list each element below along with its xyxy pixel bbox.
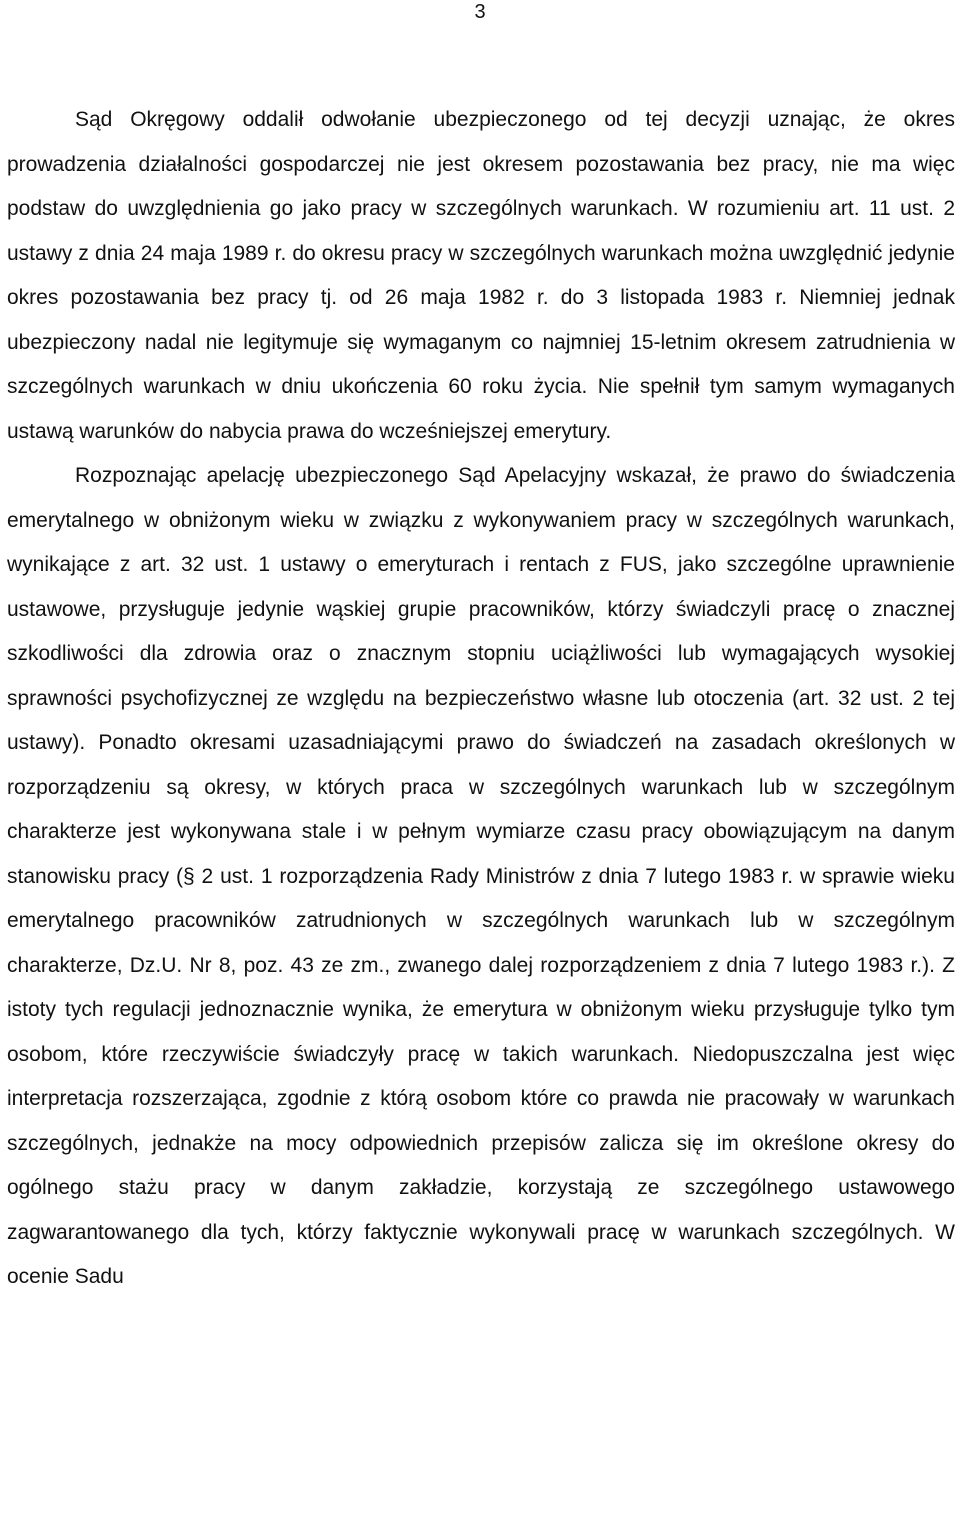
document-body [7,98,955,1300]
paragraph: Rozpoznając apelację ubezpieczonego Sąd Apelacyjny wskazał, że prawo do świadczenia emerytalnego w obniżonym wieku w związku z wykonywaniem pracy w szczególnych warunkach, wynikające z art. 32 ust. 1 ustawy o emeryturach i rentach z FUS, jako szczególne uprawnienie ustawowe, przysługuje jedynie wąskiej grupie pracowników, którzy świadczyli pracę o znacznej szkodliwości dla zdrowia oraz o znacznym stopniu uciążliwości lub wymagających wysokiej sprawności psychofizycznej ze względu na bezpieczeństwo własne lub otoczenia (art. 32 ust. 2 tej ustawy). Ponadto okresami uzasadniającymi prawo do świadczeń na zasadach określonych w rozporządzeniu są okresy, w których praca w szczególnych warunkach lub w szczególnym charakterze jest wykonywana stale i w pełnym wymiarze czasu pracy obowiązującym na danym stanowisku pracy (§ 2 ust. 1 rozporządzenia Rady Ministrów z dnia 7 lutego 1983 r. w sprawie wieku emerytalnego pracowników zatrudnionych w szczególnych warunkach lub w szczególnym charakterze, Dz.U. Nr 8, poz. 43 ze zm., zwanego dalej rozporządzeniem z dnia 7 lutego 1983 r.). Z istoty tych regulacji jednoznacznie wynika, że emerytura w obniżonym wieku przysługuje tylko tym osobom, które rzeczywiście świadczyły pracę w takich warunkach. Niedopuszczalna jest więc interpretacja rozszerzająca, zgodnie z którą osobom które co prawda nie pracowały w warunkach szczególnych, jednakże na mocy odpowiednich przepisów zalicza się im określone okresy do ogólnego stażu pracy w danym zakładzie, korzystają ze szczególnego ustawowego zagwarantowanego dla tych, którzy faktycznie wykonywali pracę w warunkach szczególnych. W ocenie Sadu [7,464,955,1288]
page-number: 3 [474,1,486,23]
paragraph: Sąd Okręgowy oddalił odwołanie ubezpieczonego od tej decyzji uznając, że okres prowadzenia działalności gospodarczej nie jest okresem pozostawania bez pracy, nie ma więc podstaw do uwzględnienia go jako pracy w szczególnych warunkach. W rozumieniu art. 11 ust. 2 ustawy z dnia 24 maja 1989 r. do okresu pracy w szczególnych warunkach można uwzględnić jedynie okres pozostawania bez pracy tj. od 26 maja 1982 r. do 3 listopada 1983 r. Niemniej jednak ubezpieczony nadal nie legitymuje się wymaganym co najmniej 15-letnim okresem zatrudnienia w szczególnych warunkach w dniu ukończenia 60 roku życia. Nie spełnił tym samym wymaganych ustawą warunków do nabycia prawa do wcześniejszej emerytury. [7,108,955,443]
